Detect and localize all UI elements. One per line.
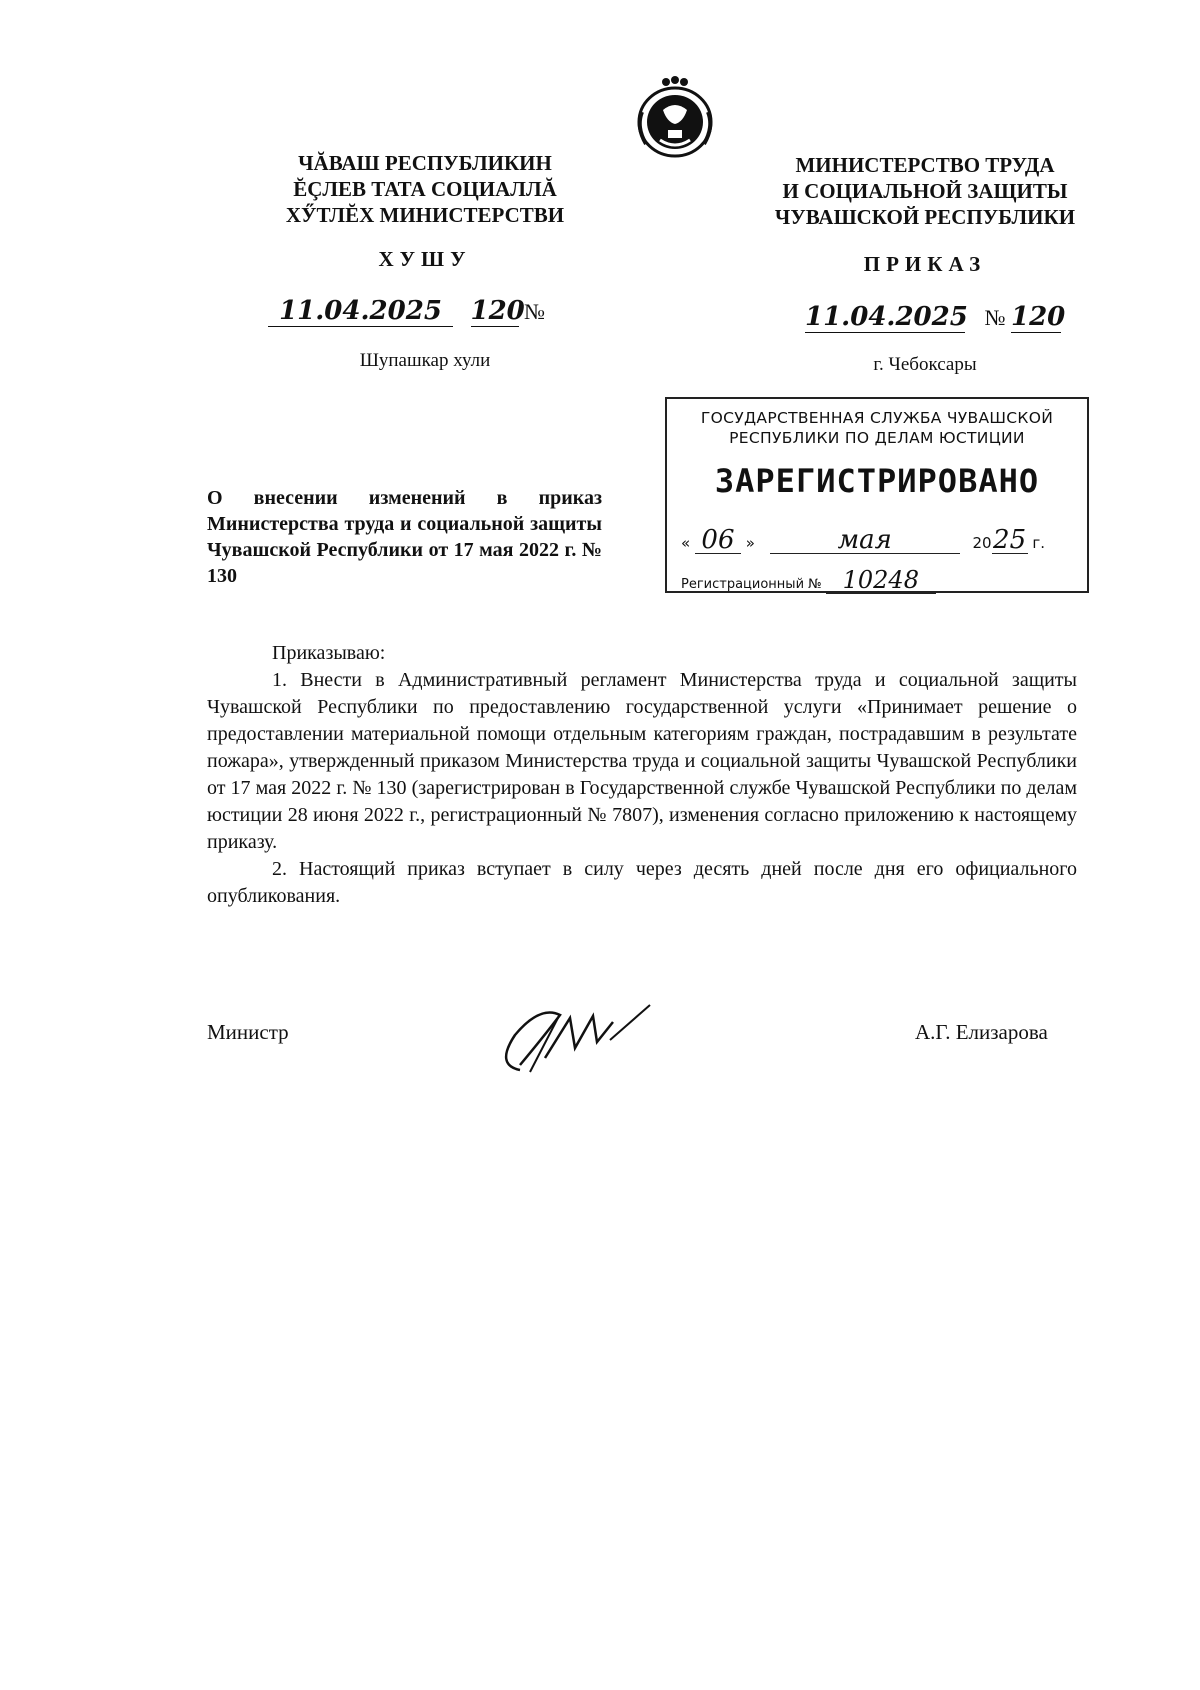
handwritten-number: 120 [470, 296, 525, 326]
stamp-org-line: ГОСУДАРСТВЕННАЯ СЛУЖБА ЧУВАШСКОЙ [700, 409, 1054, 427]
stamp-org-line: РЕСПУБЛИКИ ПО ДЕЛАМ ЮСТИЦИИ [729, 429, 1025, 447]
number-sign: № [524, 299, 545, 324]
stamp-reg-label: Регистрационный № [681, 577, 822, 592]
ministry-name-chuvash [250, 150, 600, 228]
stamp-reg-value: 10248 [826, 567, 936, 594]
handwritten-date: 11.04.2025 [268, 296, 453, 327]
order-item-2: 2. Настоящий приказ вступает в силу через десять дней после дня его официального опубликования. [207, 858, 1077, 907]
stamp-status: ЗАРЕГИСТРИРОВАНО [714, 462, 1040, 500]
stamp-year-prefix: 20 [972, 534, 992, 552]
handwritten-number: 120 [1011, 302, 1066, 332]
header-line: МИНИСТЕРСТВО ТРУДА [795, 153, 1055, 177]
close-quote: » [745, 534, 755, 552]
date-line-left [268, 296, 545, 327]
signature-icon [490, 1000, 660, 1080]
header-line: ЧУВАШСКОЙ РЕСПУБЛИКИ [774, 205, 1076, 229]
order-body [207, 640, 1077, 910]
city-chuvash: Шупашкар хули [359, 350, 491, 371]
header-line: И СОЦИАЛЬНОЙ ЗАЩИТЫ [782, 179, 1068, 203]
header-line: ĔÇЛЕВ ТАТА СОЦИАЛЛĂ [293, 177, 557, 201]
order-intro: Приказываю: [272, 642, 386, 664]
city-russian: г. Чебоксары [873, 354, 977, 375]
signatory-title: Министр [207, 1020, 289, 1044]
doc-type-chuvash: ХУШУ [378, 247, 472, 271]
stamp-year-suffix: 25 [993, 525, 1027, 555]
stamp-month: мая [770, 527, 960, 554]
order-subject: О внесении изменений в приказ Министерства труда и социальной защиты Чувашской Республики от 17 мая 2022 г. № 130 [207, 487, 602, 587]
stamp-date [681, 527, 1075, 554]
stamp-year-unit: г. [1032, 534, 1046, 552]
open-quote: « [681, 534, 691, 552]
header-line: ХӲТЛĔХ МИНИСТЕРСТВИ [285, 203, 565, 227]
emblem-icon [630, 72, 720, 162]
number-sign: № [984, 305, 1006, 330]
date-line-right [805, 302, 1066, 333]
header-line: ЧĂВАШ РЕСПУБЛИКИН [298, 151, 552, 175]
stamp-organization [667, 408, 1087, 448]
stamp-day: 06 [695, 527, 741, 554]
ministry-name-russian [750, 152, 1100, 230]
registration-stamp [665, 397, 1089, 593]
order-item-1: 1. Внести в Административный регламент Министерства труда и социальной защиты Чувашской Республики по предоставлению государственной услуги «Принимает решение о предоставлении материальной помощи отдельным категориям граждан, пострадавшим в результате пожара», утвержденный приказом Министерства труда и социальной защиты Чувашской Республики от 17 мая 2022 г. № 130 (зарегистрирован в Государственной службе Чувашской Республики по делам юстиции 28 июня 2022 г., регистрационный № 7807), изменения согласно приложению к настоящему приказу. [207, 669, 1077, 853]
handwritten-date: 11.04.2025 [805, 302, 968, 332]
doc-type-russian: ПРИКАЗ [863, 252, 987, 276]
signatory-name: А.Г. Елизарова [915, 1020, 1048, 1044]
stamp-reg-number [681, 567, 1075, 594]
